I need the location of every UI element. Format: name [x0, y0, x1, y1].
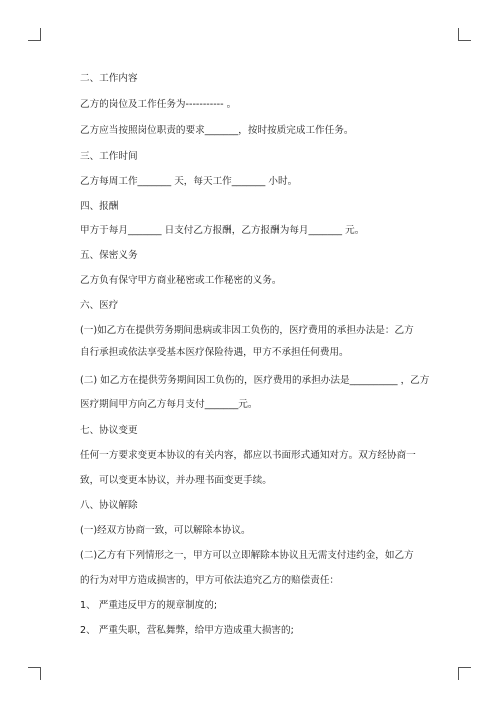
paragraph-line: 甲方于每月_______ 日支付乙方报酬，乙方报酬为每月_______ 元。	[80, 225, 365, 236]
paragraph-line: 乙方负有保守甲方商业秘密或工作秘密的义务。	[80, 275, 282, 286]
paragraph-line: 任何一方要求变更本协议的有关内容，都应以书面形式通知对方。双方经协商一	[80, 450, 416, 461]
paragraph-line: 乙方应当按照岗位职责的要求_______，按时按质完成工作任务。	[80, 125, 354, 136]
page-corner-mark-top-right	[458, 28, 471, 41]
paragraph-line: 乙方的岗位及工作任务为----------- 。	[80, 99, 237, 110]
paragraph-line: (二)乙方有下列情形之一，甲方可以立即解除本协议且无需支付违约金，如乙方	[80, 550, 414, 561]
page-corner-mark-top-left	[28, 28, 41, 41]
heading-agreement-termination: 八、协议解除	[80, 500, 138, 511]
page-corner-mark-bottom-right	[458, 667, 471, 680]
paragraph-line: 乙方每周工作_______ 天，每天工作_______ 小时。	[80, 176, 298, 187]
paragraph-line: 自行承担或依法享受基本医疗保险待遇，甲方不承担任何费用。	[80, 347, 349, 358]
paragraph-line: 致，可以变更本协议，并办理书面变更手续。	[80, 475, 272, 486]
heading-medical: 六、医疗	[80, 300, 119, 311]
paragraph-line: 的行为对甲方造成损害的，甲方可依法追究乙方的赔偿责任：	[80, 575, 340, 586]
paragraph-line: (一)如乙方在提供劳务期间患病或非因工负伤的，医疗费用的承担办法是：乙方	[80, 325, 414, 336]
page-corner-mark-bottom-left	[28, 667, 41, 680]
list-item: 1、 严重违反甲方的规章制度的;	[80, 600, 218, 611]
paragraph-line: 医疗期间甲方向乙方每月支付_______元。	[80, 399, 258, 410]
heading-confidentiality: 五、保密义务	[80, 250, 138, 261]
heading-agreement-change: 七、协议变更	[80, 425, 138, 436]
paragraph-line: (二) 如乙方在提供劳务期间因工负伤的，医疗费用的承担办法是__________ ，乙方	[80, 375, 430, 386]
paragraph-line: (一)经双方协商一致，可以解除本协议。	[80, 525, 251, 536]
heading-work-content: 二、工作内容	[80, 73, 138, 84]
list-item: 2、 严重失职，营私舞弊，给甲方造成重大损害的;	[80, 625, 294, 636]
heading-remuneration: 四、报酬	[80, 201, 119, 212]
heading-work-time: 三、工作时间	[80, 151, 138, 162]
